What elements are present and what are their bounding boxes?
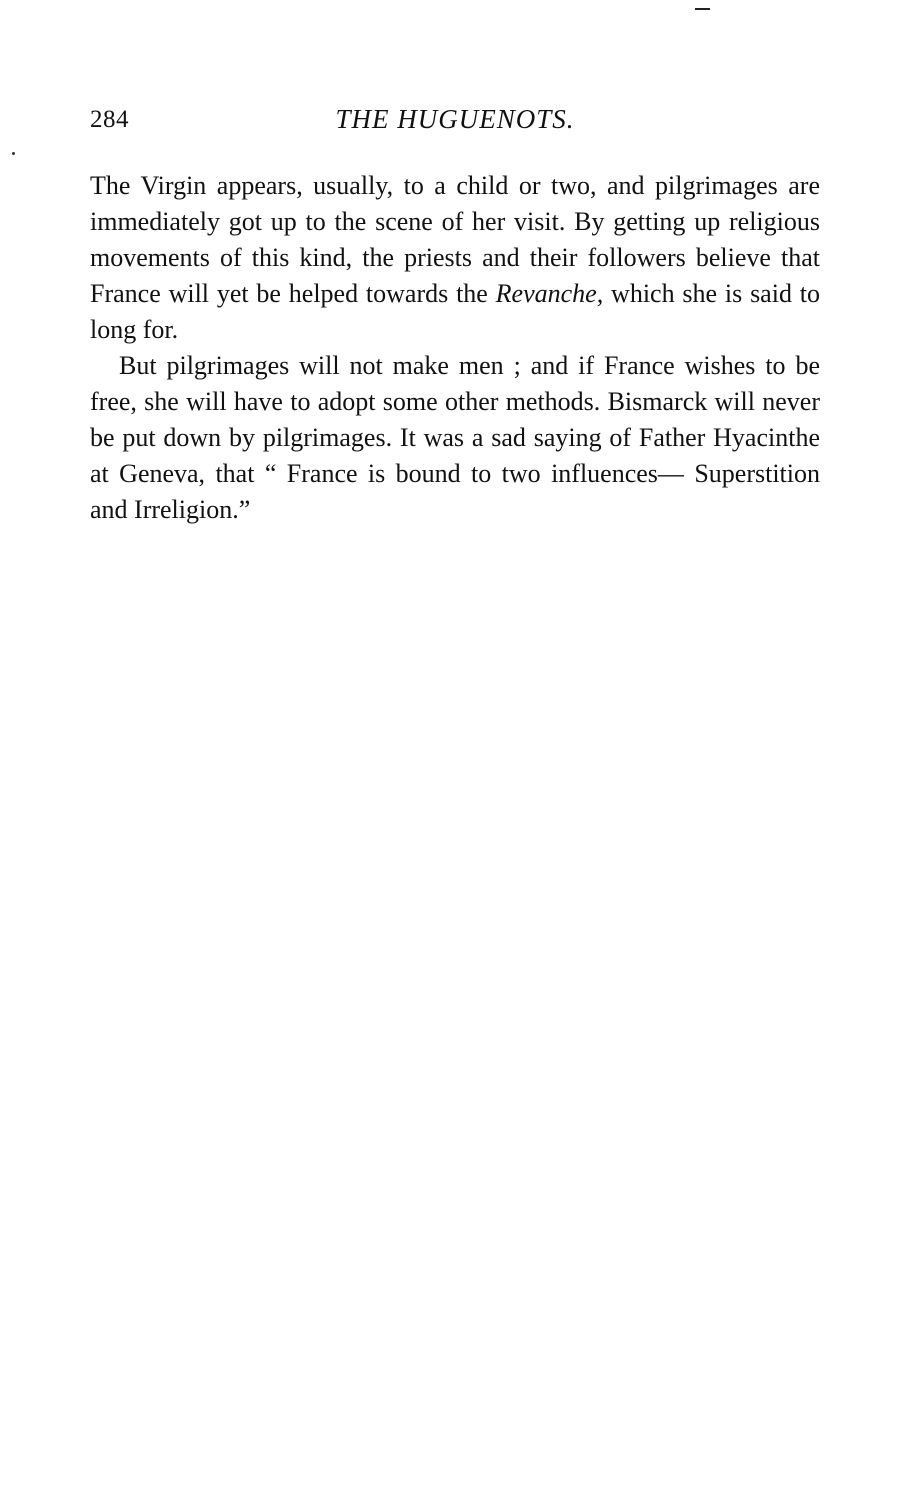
margin-speck — [12, 152, 15, 155]
page-header — [90, 100, 820, 140]
revanche-italic: Revanche, — [495, 279, 604, 308]
paragraph-1-text-a: The Virgin appears, usually, to a child or two, and pilgrimages are immediately got up to the scene of her visit. By getting up religious movements of this kind, the priests and their followers believe that France will yet be helped towards the — [90, 171, 820, 308]
paragraph-1 — [90, 168, 820, 348]
running-title: THE HUGUENOTS. — [335, 104, 575, 134]
paragraph-2: But pilgrimages will not make men ; and if France wishes to be free, she will have to adopt some other methods. Bismarck will never be put down by pilgrimages. It was a sad saying of Father Hyacinthe at Geneva, that “ France is bound to two influences— Superstition and Irreligion.” — [90, 351, 820, 524]
top-edge-mark — [695, 8, 710, 10]
page-number: 284 — [90, 106, 129, 133]
body-text — [90, 168, 820, 528]
paragraph-1-text-b: which she is said to long for. — [90, 279, 820, 344]
